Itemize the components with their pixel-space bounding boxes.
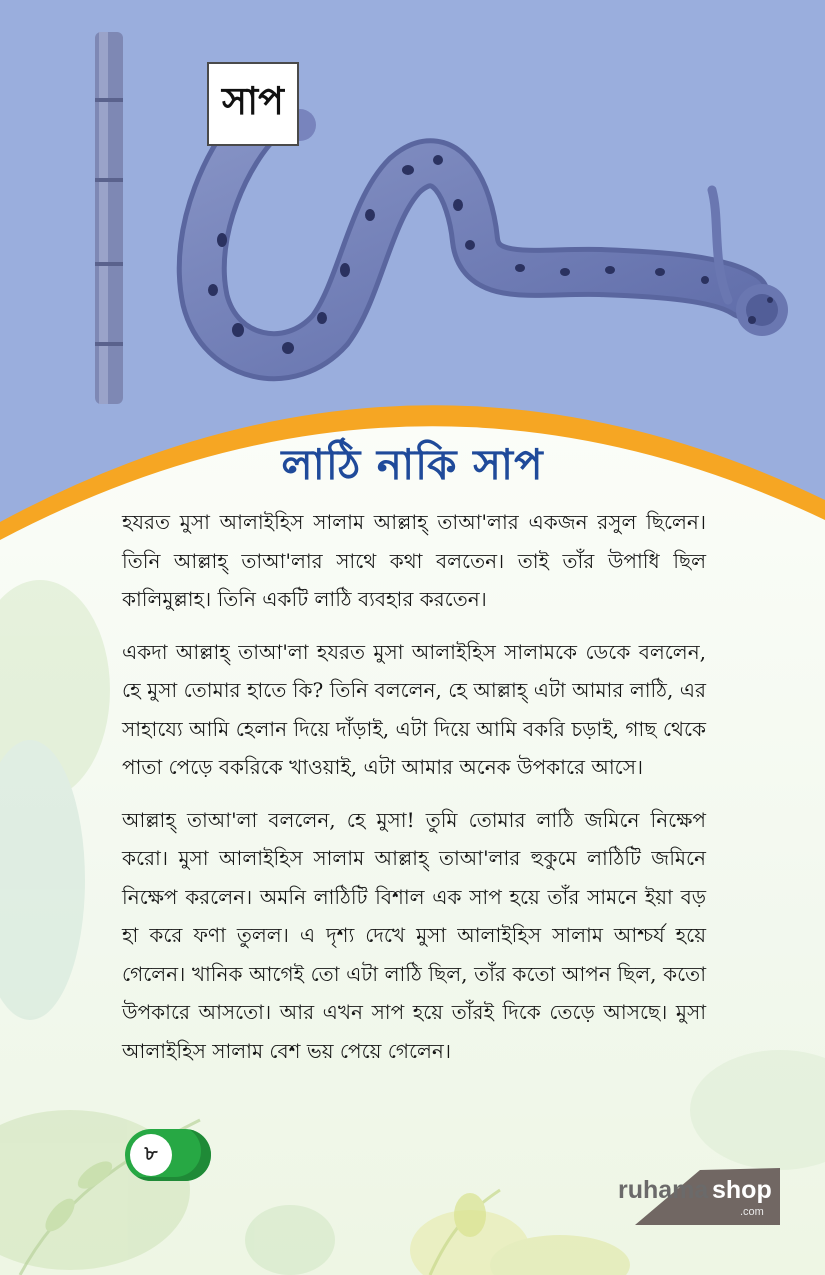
watermark-shop: shop (712, 1176, 772, 1204)
watermark (612, 1168, 825, 1226)
story-body (122, 503, 706, 1084)
snake-label-card (207, 62, 299, 146)
paragraph-2: একদা আল্লাহ্ তাআ'লা হযরত মুসা আলাইহিস সালামকে ডেকে বললেন, হে মুসা তোমার হাতে কি? তিনি বললেন, হে আল্লাহ্ এটা আমার লাঠি, এর সাহায্যে আমি হেলান দিয়ে দাঁড়াই, এটা দিয়ে আমি বকরি চড়াই, গাছ থেকে পাতা পেড়ে বকরিকে খাওয়াই, এটা আমার অনেক উপকারে আসে। (122, 639, 706, 779)
watermark-domain: .com (740, 1206, 764, 1218)
page-number: ৮ (130, 1134, 172, 1176)
paragraph-1: হযরত মুসা আলাইহিস সালাম আল্লাহ্ তাআ'লার একজন রসুল ছিলেন। তিনি আল্লাহ্ তাআ'লার সাথে কথা বলতেন। তাই তাঁর উপাধি ছিল কালিমুল্লাহ। তিনি একটি লাঠি ব্যবহার করতেন। (122, 510, 706, 611)
page-number-pill (125, 1129, 211, 1181)
stick-illustration (95, 32, 123, 404)
watermark-brand: ruhama (618, 1176, 709, 1204)
paragraph-3: আল্লাহ্ তাআ'লা বললেন, হে মুসা! তুমি তোমার লাঠি জমিনে নিক্ষেপ করো। মুসা আলাইহিস সালাম আল্লাহ্ তাআ'লার হুকুমে লাঠিটি জমিনে নিক্ষেপ করলেন। অমনি লাঠিটি বিশাল এক সাপ হয়ে তাঁর সামনে ইয়া বড় হা করে ফণা তুলল। এ দৃশ্য দেখে মুসা আলাইহিস সালাম আশ্চর্য হয়ে গেলেন। খানিক আগেই তো এটা লাঠি ছিল, তাঁর কতো আপন ছিল, কতো উপকারে আসতো। আর এখন সাপ হয়ে তাঁরই দিকে তেড়ে আসছে। মুসা আলাইহিস সালাম বেশ ভয় পেয়ে গেলেন। (122, 807, 706, 1063)
snake-label-text: সাপ (222, 79, 284, 123)
story-title: লাঠি নাকি সাপ (281, 440, 544, 489)
